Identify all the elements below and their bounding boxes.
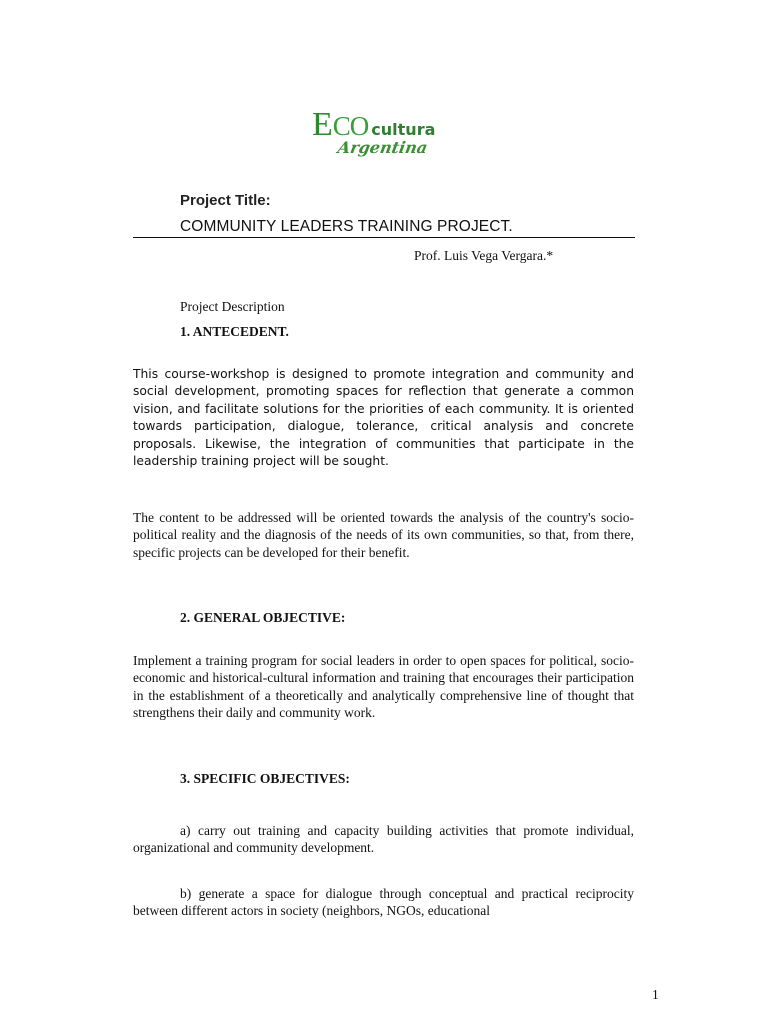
logo-letters-co: CO (332, 111, 369, 141)
project-description-label: Project Description (180, 299, 285, 314)
general-objective-paragraph: Implement a training program for social leaders in order to open spaces for political, socio-economic and historical-cultural information and training that encourages their participation in the establishment of a theoretically and analytically comprehensive line of thought that strengthens their daily and community work. (133, 653, 634, 721)
antecedent-paragraph-1: This course-workshop is designed to promote integration and community and social development, promoting spaces for reflection that generate a common vision, and facilitate solutions for the priorities of each community. It is oriented towards participation, dialogue, tolerance, critical analysis and concrete proposals. Likewise, the integration of communities that participate in the leadership training project will be sought. (133, 367, 634, 469)
specific-objective-b: b) generate a space for dialogue through conceptual and practical reciprocity between different actors in society (neighbors, NGOs, educational (133, 886, 634, 919)
project-title: COMMUNITY LEADERS TRAINING PROJECT. (180, 218, 513, 235)
logo-cultura: cultura (371, 120, 436, 139)
logo-letter-e: E (312, 106, 333, 143)
author-line: Prof. Luis Vega Vergara.* (414, 248, 554, 263)
logo-argentina: Argentina (336, 138, 429, 157)
project-title-label: Project Title: (180, 192, 271, 209)
title-divider (133, 237, 635, 238)
section-heading-specific-objectives: 3. SPECIFIC OBJECTIVES: (180, 771, 350, 786)
ecocultura-logo (312, 108, 460, 166)
section-heading-antecedent: 1. ANTECEDENT. (180, 324, 289, 339)
specific-objective-a: a) carry out training and capacity building activities that promote individual, organizational and community development. (133, 823, 634, 856)
section-heading-general-objective: 2. GENERAL OBJECTIVE: (180, 610, 346, 625)
antecedent-paragraph-2: The content to be addressed will be oriented towards the analysis of the country's socio-political reality and the diagnosis of the needs of its own communities, so that, from there, specific projects can be developed for their benefit. (133, 510, 634, 560)
page-number: 1 (652, 987, 659, 1002)
